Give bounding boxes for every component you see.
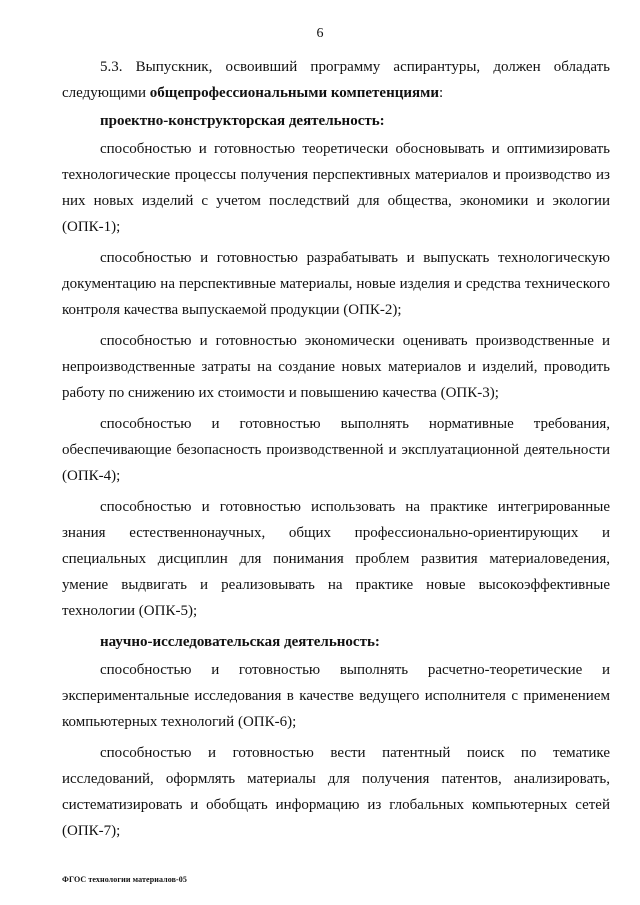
competency-opk-6: способностью и готовностью выполнять расчетно-теоретические и экспериментальные исследования в качестве ведущего исполнителя с применением компьютерных технологий (ОПК-6); xyxy=(62,662,610,730)
intro-bold-term: общепрофессиональными компетенциями xyxy=(149,85,439,101)
competency-opk-3: способностью и готовностью экономически оценивать производственные и непроизводственные затраты на создание новых материалов и изделий, проводить работу по снижению их стоимости и повышению качества (ОПК-3); xyxy=(62,333,610,401)
intro-text: 5.3. Выпускник, освоивший программу аспирантуры, должен обладать следующими xyxy=(62,59,610,101)
competency-opk-1: способностью и готовностью теоретически обосновывать и оптимизировать технологические процессы получения перспективных материалов и производство из них новых изделий с учетом последствий для общества, экономики и экологии (ОПК-1); xyxy=(62,141,610,235)
intro-paragraph xyxy=(62,54,610,106)
section-heading-design: проектно-конструкторская деятельность: xyxy=(100,113,385,129)
section-heading-research: научно-исследовательская деятельность: xyxy=(100,634,380,650)
document-body xyxy=(62,54,610,844)
document-footer: ФГОС технологии материалов-05 xyxy=(62,875,187,884)
competency-opk-4: способностью и готовностью выполнять нормативные требования, обеспечивающие безопасность производственной и эксплуатационной деятельности (ОПК-4); xyxy=(62,416,610,484)
competency-opk-2: способностью и готовностью разрабатывать и выпускать технологическую документацию на перспективные материалы, новые изделия и средства технического контроля качества выпускаемой продукции (ОПК-2); xyxy=(62,250,610,318)
intro-colon: : xyxy=(438,85,444,101)
competency-opk-5: способностью и готовностью использовать на практике интегрированные знания естественнонаучных, общих профессионально-ориентирующих и специальных дисциплин для понимания проблем развития материаловедения, умение выдвигать и реализовывать на практике новые высокоэффективные технологии (ОПК-5); xyxy=(62,499,610,619)
competency-opk-7: способностью и готовностью вести патентный поиск по тематике исследований, оформлять материалы для получения патентов, анализировать, систематизировать и обобщать информацию из глобальных компьютерных сетей (ОПК-7); xyxy=(62,745,610,839)
page-number: 6 xyxy=(316,26,324,41)
